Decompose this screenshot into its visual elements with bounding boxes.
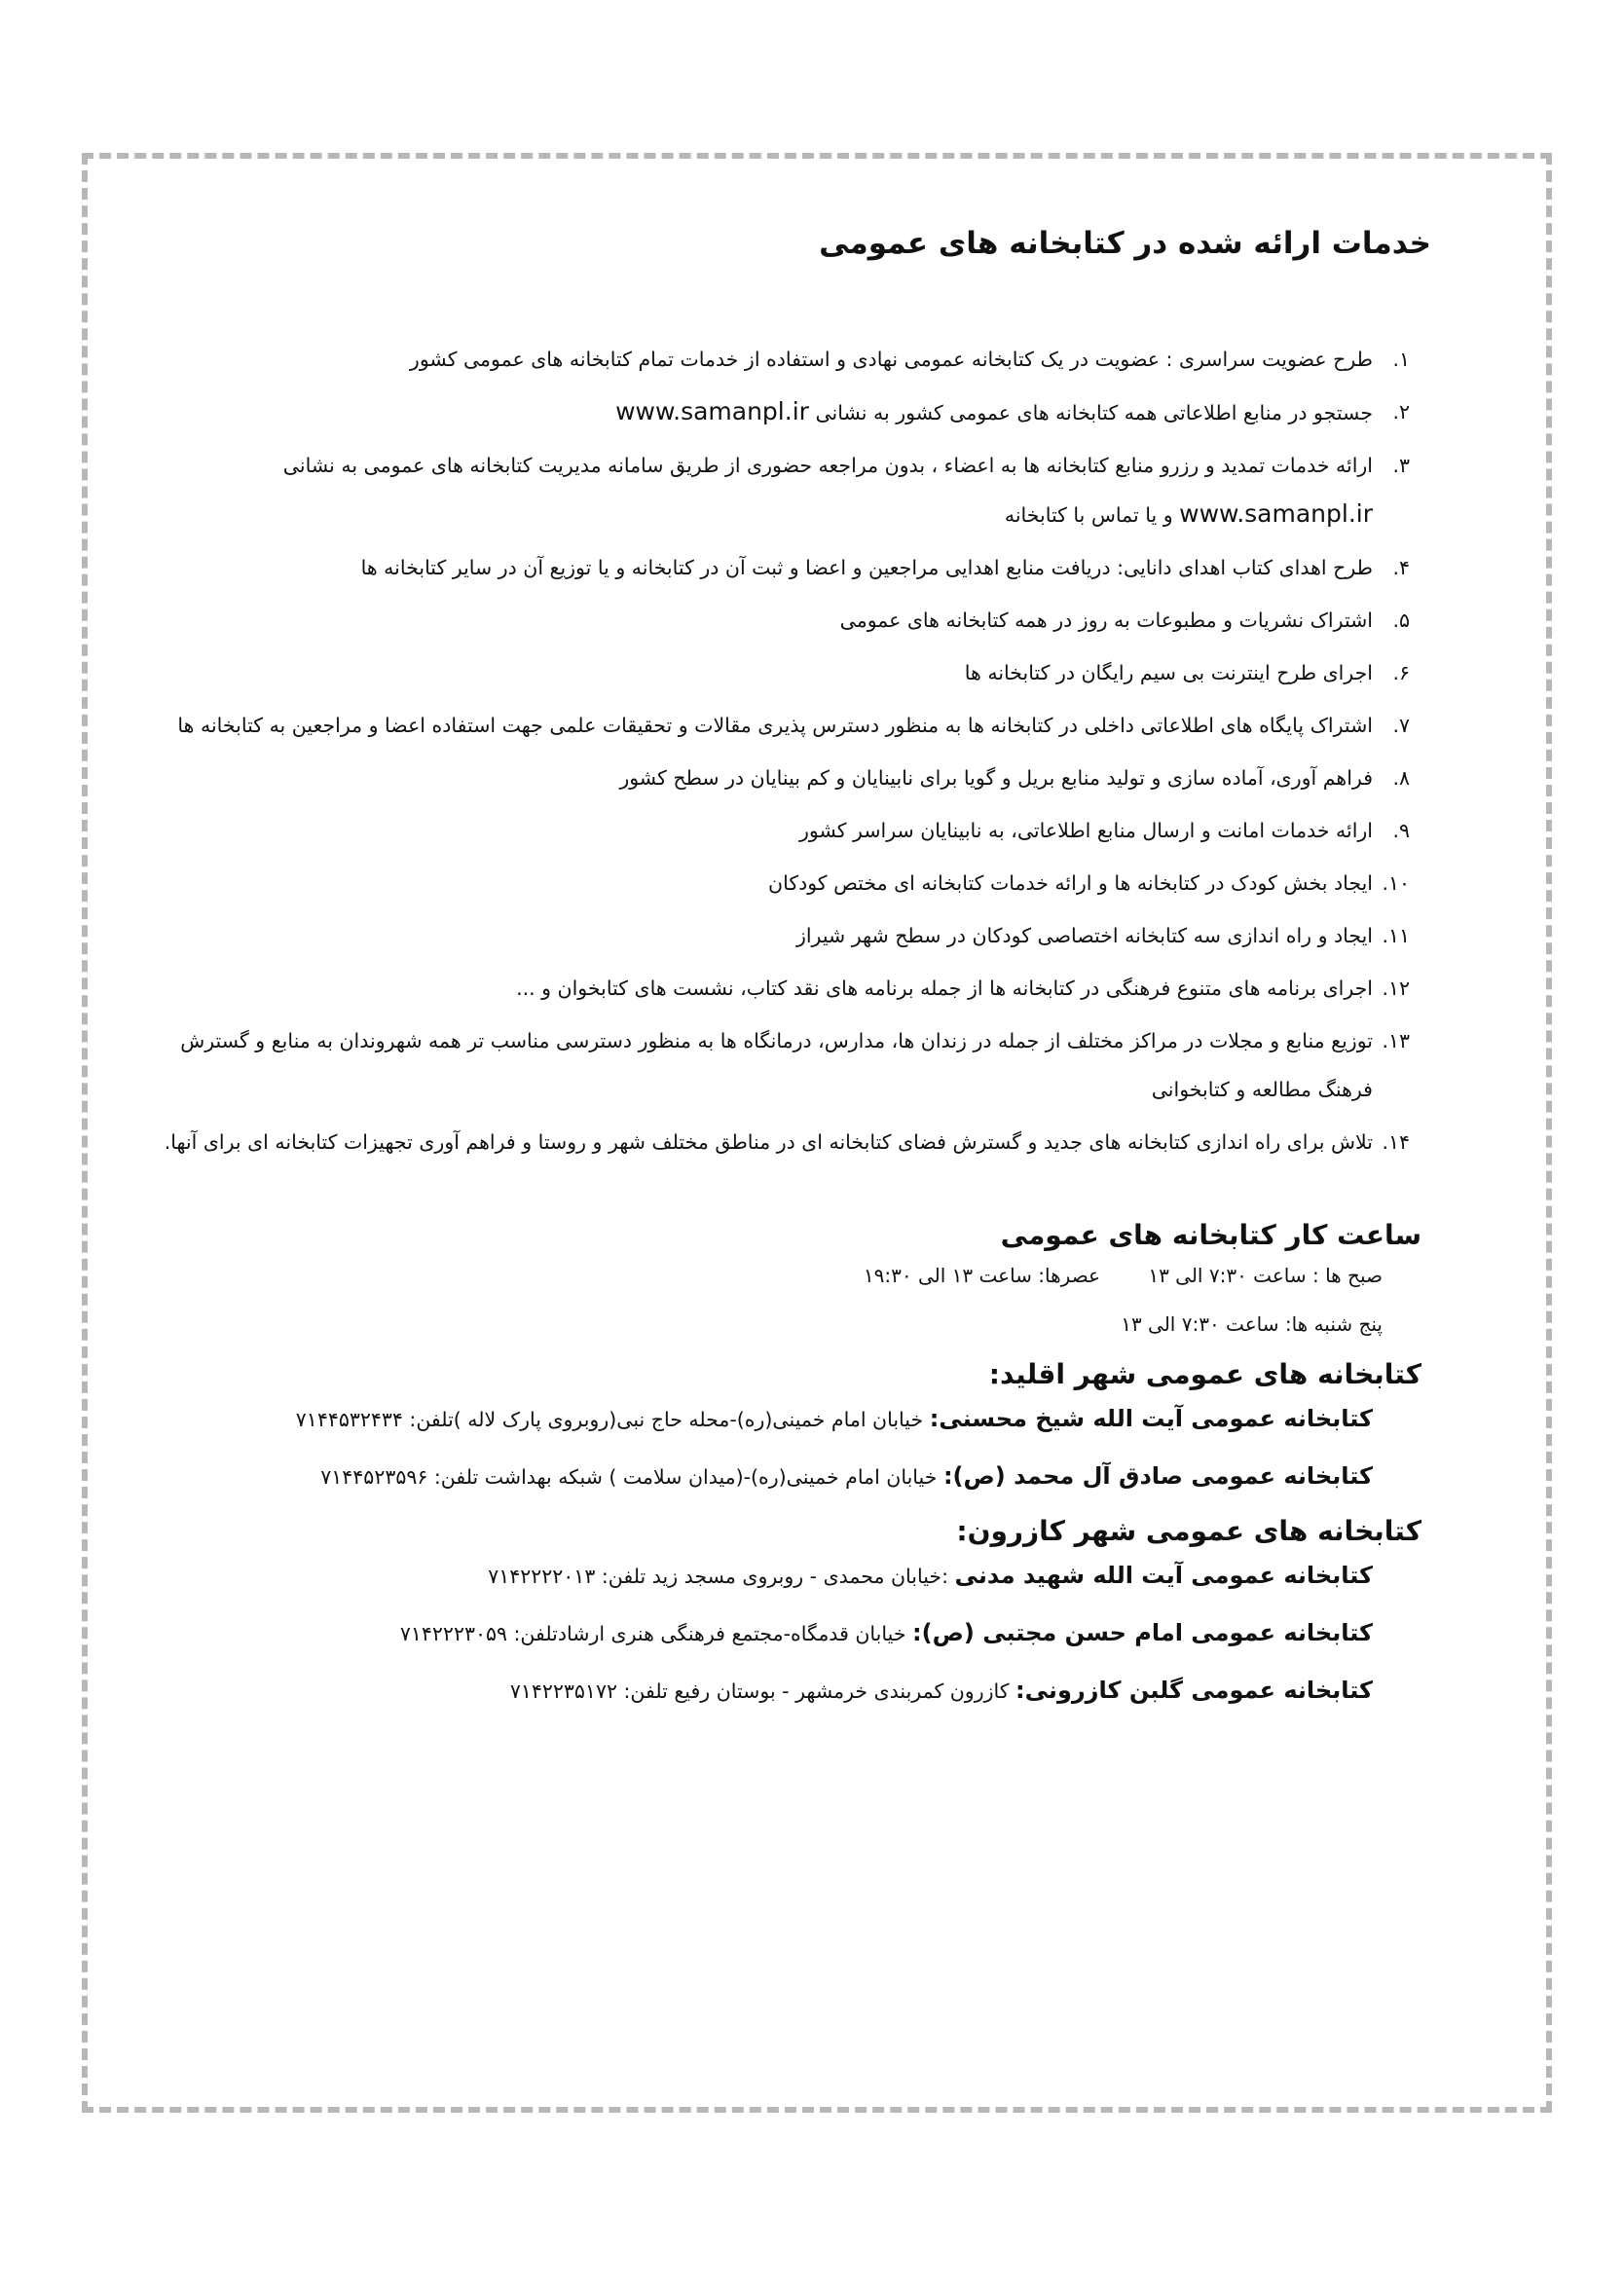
- list-item: ۲. جستجو در منابع اطلاعاتی همه کتابخانه های عمومی کشور به نشانی www.samanpl.ir: [615, 397, 1410, 425]
- hours-heading: ساعت کار کتابخانه های عمومی: [1000, 1219, 1421, 1251]
- kazerun-libraries: [146, 1547, 1431, 1719]
- list-item: ۷. اشتراک پایگاه های اطلاعاتی داخلی در کتابخانه ها به منظور دسترس پذیری مقالات و تحقیقات علمی جهت استفاده اعضا و مراجعین به کتابخانه ها: [177, 714, 1410, 737]
- list-item: ۶. اجرای طرح اینترنت بی سیم رایگان در کتابخانه ها: [964, 661, 1410, 684]
- library-entry: کتابخانه عمومی امام حسن مجتبی (ص): خیابان قدمگاه-مجتمع فرهنگی هنری ارشادتلفن: ۷۱۴۲۲۲۳۰۵۹: [399, 1619, 1373, 1646]
- list-item: ۳. ارائه خدمات تمدید و رزرو منابع کتابخانه ها به اعضاء ، بدون مراجعه حضوری از طریق سامانه مدیریت کتابخانه های عمومی به نشانی www.samanpl.ir و یا تماس با کتابخانه: [282, 454, 1410, 528]
- library-entry: کتابخانه عمومی گلبن کازرونی: کازرون کمربندی خرمشهر - بوستان رفیع تلفن: ۷۱۴۲۲۳۵۱۷۲: [509, 1677, 1373, 1704]
- list-item: ۱۴. تلاش برای راه اندازی کتابخانه های جدید و گسترش فضای کتابخانه ای در مناطق مختلف شهر و روستا و فراهم آوری تجهیزات کتابخانه ای برای آنها.: [164, 1130, 1410, 1154]
- list-item: ۱۲. اجرای برنامه های متنوع فرهنگی در کتابخانه ها از جمله برنامه های نقد کتاب، نشست های کتابخوان و ...: [516, 977, 1410, 1000]
- list-item: ۵. اشتراک نشریات و مطبوعات به روز در همه کتابخانه های عمومی: [839, 609, 1410, 632]
- kazerun-heading: کتابخانه های عمومی شهر کازرون:: [956, 1515, 1421, 1547]
- list-item: ۱. طرح عضویت سراسری : عضویت در یک کتابخانه عمومی نهادی و استفاده از خدمات تمام کتابخانه های عمومی کشور: [409, 348, 1410, 371]
- list-item: ۸. فراهم آوری، آماده سازی و تولید منابع بریل و گویا برای نابینایان و کم بینایان در سطح کشور: [619, 766, 1410, 790]
- library-entry: کتابخانه عمومی صادق آل محمد (ص): خیابان امام خمینی(ره)-(میدان سلامت ) شبکه بهداشت تلفن: ۷۱۴۴۵۲۳۵۹۶: [320, 1462, 1373, 1490]
- services-list: [146, 335, 1431, 1166]
- samanpl-link[interactable]: www.samanpl.ir: [615, 397, 809, 425]
- hours-block: [146, 1251, 1431, 1348]
- samanpl-link[interactable]: www.samanpl.ir: [1179, 499, 1373, 528]
- thursday-hours: پنج شنبه ها: ساعت ۷:۳۰ الی ۱۳: [1121, 1312, 1383, 1336]
- library-entry: کتابخانه عمومی آیت الله شهید مدنی :خیابان محمدی - روبروی مسجد زید تلفن: ۷۱۴۲۲۲۲۰۱۳: [488, 1562, 1373, 1589]
- morning-hours: صبح ها : ساعت ۷:۳۰ الی ۱۳: [1148, 1264, 1383, 1287]
- library-entry: کتابخانه عمومی آیت الله شیخ محسنی: خیابان امام خمینی(ره)-محله حاج نبی(روبروی پارک لاله )تلفن: ۷۱۴۴۵۳۲۴۳۴: [295, 1405, 1373, 1432]
- list-item: ۱۳. توزیع منابع و مجلات در مراکز مختلف از جمله در زندان ها، مدارس، درمانگاه ها به منظور دسترسی مناسب تر همه شهروندان به منابع و گسترش فرهنگ مطالعه و کتابخوانی: [180, 1029, 1410, 1101]
- list-item: ۹. ارائه خدمات امانت و ارسال منابع اطلاعاتی، به نابینایان سراسر کشور: [798, 819, 1410, 842]
- document-body: [146, 226, 1431, 1719]
- eghlid-heading: کتابخانه های عمومی شهر اقلید:: [988, 1358, 1421, 1390]
- evening-hours: عصرها: ساعت ۱۳ الی ۱۹:۳۰: [863, 1264, 1100, 1287]
- list-item: ۱۰. ایجاد بخش کودک در کتابخانه ها و ارائه خدمات کتابخانه ای مختص کودکان: [768, 871, 1410, 895]
- eghlid-libraries: [146, 1390, 1431, 1505]
- list-item: ۱۱. ایجاد و راه اندازی سه کتابخانه اختصاصی کودکان در سطح شهر شیراز: [795, 924, 1410, 947]
- page-title: خدمات ارائه شده در کتابخانه های عمومی: [819, 226, 1431, 261]
- list-item: ۴. طرح اهدای کتاب اهدای دانایی: دریافت منابع اهدایی مراجعین و اعضا و ثبت آن در کتابخانه و یا توزیع آن در سایر کتابخانه ها: [360, 556, 1410, 579]
